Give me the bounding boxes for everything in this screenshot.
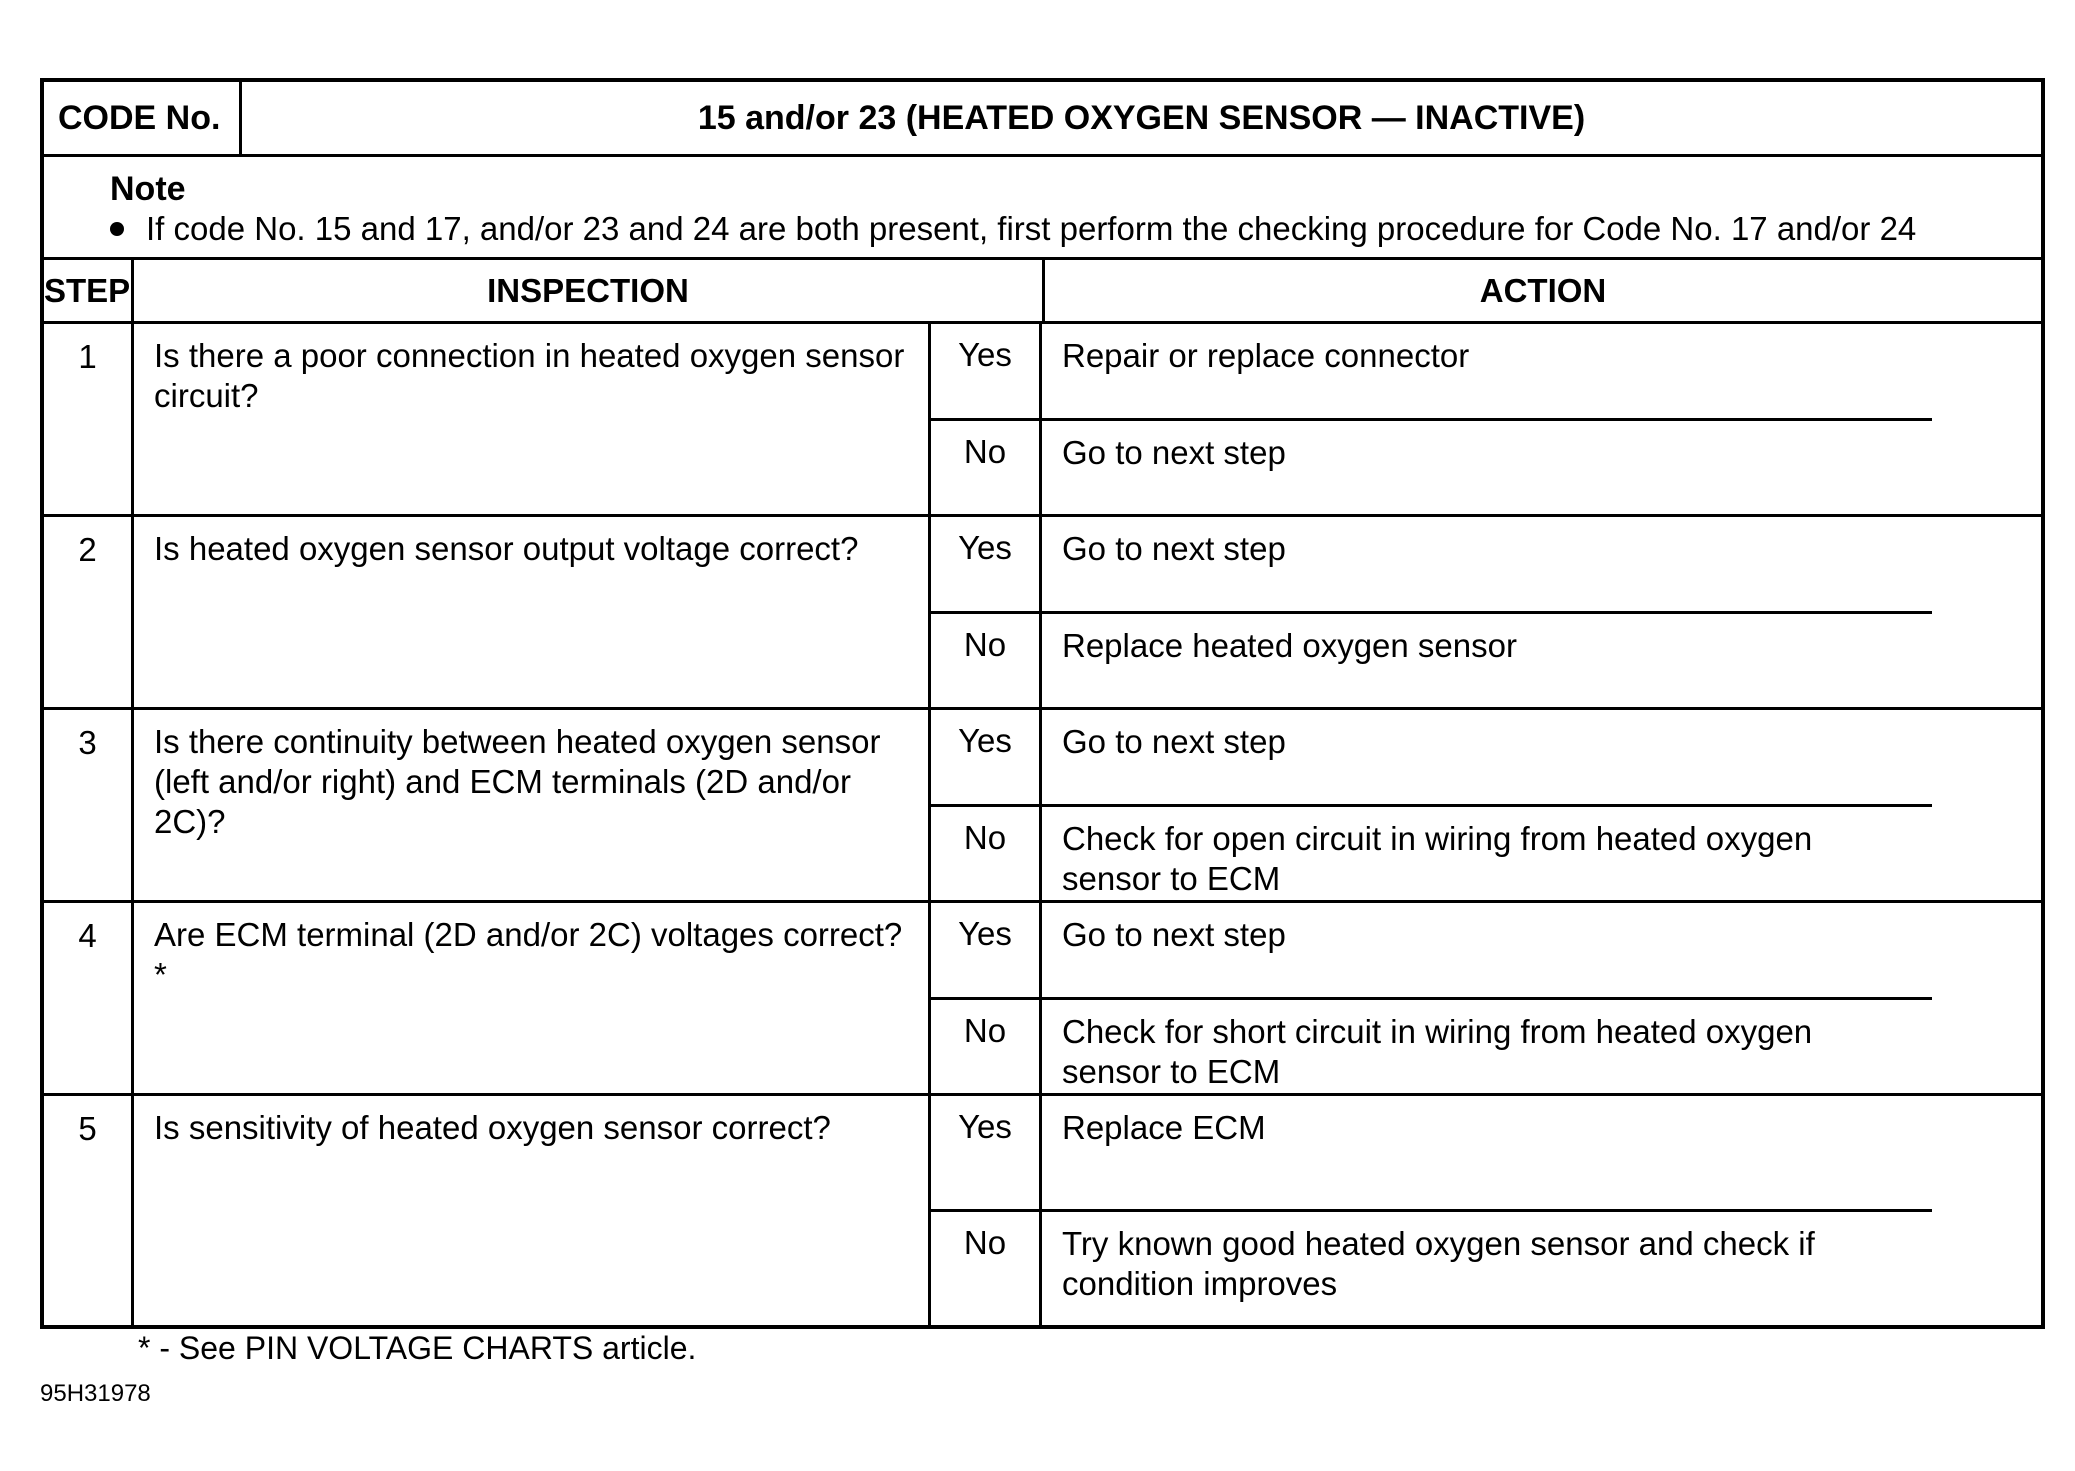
no-row xyxy=(931,421,1932,515)
no-label: No xyxy=(931,1000,1042,1094)
yes-row xyxy=(931,517,1932,614)
code-label: CODE No. xyxy=(44,82,242,154)
step-number: 3 xyxy=(44,710,134,900)
inspection-question: Are ECM terminal (2D and/or 2C) voltages correct? * xyxy=(134,903,931,1093)
no-action: Check for short circuit in wiring from heated oxygen sensor to ECM xyxy=(1062,1012,1813,1090)
table-row xyxy=(44,517,2041,710)
answer-group xyxy=(931,710,1932,900)
footnote: * - See PIN VOLTAGE CHARTS article. xyxy=(138,1330,697,1366)
step-number: 1 xyxy=(44,324,134,514)
steps-body xyxy=(44,324,2041,1325)
no-row xyxy=(931,1212,1932,1325)
inspection-question: Is sensitivity of heated oxygen sensor correct? xyxy=(134,1096,931,1325)
yes-row xyxy=(931,324,1932,421)
column-header-step: STEP xyxy=(44,260,134,321)
figure-id: 95H31978 xyxy=(40,1380,151,1407)
table-row xyxy=(44,710,2041,903)
answer-group xyxy=(931,517,1932,707)
step-number: 4 xyxy=(44,903,134,1093)
column-header-action: ACTION xyxy=(1479,271,1607,309)
yes-action: Go to next step xyxy=(1062,916,1286,953)
no-action: Check for open circuit in wiring from heated oxygen sensor to ECM xyxy=(1062,819,1813,897)
yes-label: Yes xyxy=(931,710,1042,804)
no-row xyxy=(931,807,1932,901)
no-action: Go to next step xyxy=(1062,433,1286,471)
yes-label: Yes xyxy=(931,1096,1042,1209)
no-label: No xyxy=(931,421,1042,515)
yes-action: Replace ECM xyxy=(1062,1109,1266,1146)
yes-label: Yes xyxy=(931,324,1042,418)
yes-action: Repair or replace connector xyxy=(1062,337,1470,374)
no-label: No xyxy=(931,807,1042,901)
step-number: 5 xyxy=(44,1096,134,1325)
yes-label: Yes xyxy=(931,903,1042,997)
no-row xyxy=(931,614,1932,708)
step-number: 2 xyxy=(44,517,134,707)
inspection-question: Is heated oxygen sensor output voltage correct? xyxy=(134,517,931,707)
no-action: Replace heated oxygen sensor xyxy=(1062,626,1517,664)
no-label: No xyxy=(931,614,1042,708)
yes-label: Yes xyxy=(931,517,1042,611)
code-row xyxy=(44,82,2041,157)
diagnostic-chart xyxy=(40,78,2045,1329)
yes-action: Go to next step xyxy=(1062,723,1286,760)
no-label: No xyxy=(931,1212,1042,1325)
table-row xyxy=(44,1096,2041,1325)
yes-action: Go to next step xyxy=(1062,530,1286,567)
note-title: Note xyxy=(110,170,186,208)
bullet-icon xyxy=(110,222,124,236)
yes-row xyxy=(931,903,1932,1000)
answer-group xyxy=(931,324,1932,514)
no-action: Try known good heated oxygen sensor and check if condition improves xyxy=(1062,1225,1815,1302)
code-title: 15 and/or 23 (HEATED OXYGEN SENSOR — INACTIVE) xyxy=(697,98,1586,137)
no-row xyxy=(931,1000,1932,1094)
inspection-question: Is there a poor connection in heated oxygen sensor circuit? xyxy=(134,324,931,514)
yes-row xyxy=(931,1096,1932,1212)
table-row xyxy=(44,903,2041,1096)
note-section xyxy=(44,157,2041,260)
note-item xyxy=(110,209,2041,249)
inspection-question: Is there continuity between heated oxygen sensor (left and/or right) and ECM terminals (2D and/or 2C)? xyxy=(134,710,931,900)
column-header-inspection: INSPECTION xyxy=(134,260,1045,321)
column-header-row xyxy=(44,260,2041,324)
note-text: If code No. 15 and 17, and/or 23 and 24 are both present, first perform the checking procedure for Code No. 17 and/or 24 xyxy=(146,210,1917,247)
table-row xyxy=(44,324,2041,517)
yes-row xyxy=(931,710,1932,807)
answer-group xyxy=(931,1096,1932,1325)
answer-group xyxy=(931,903,1932,1093)
